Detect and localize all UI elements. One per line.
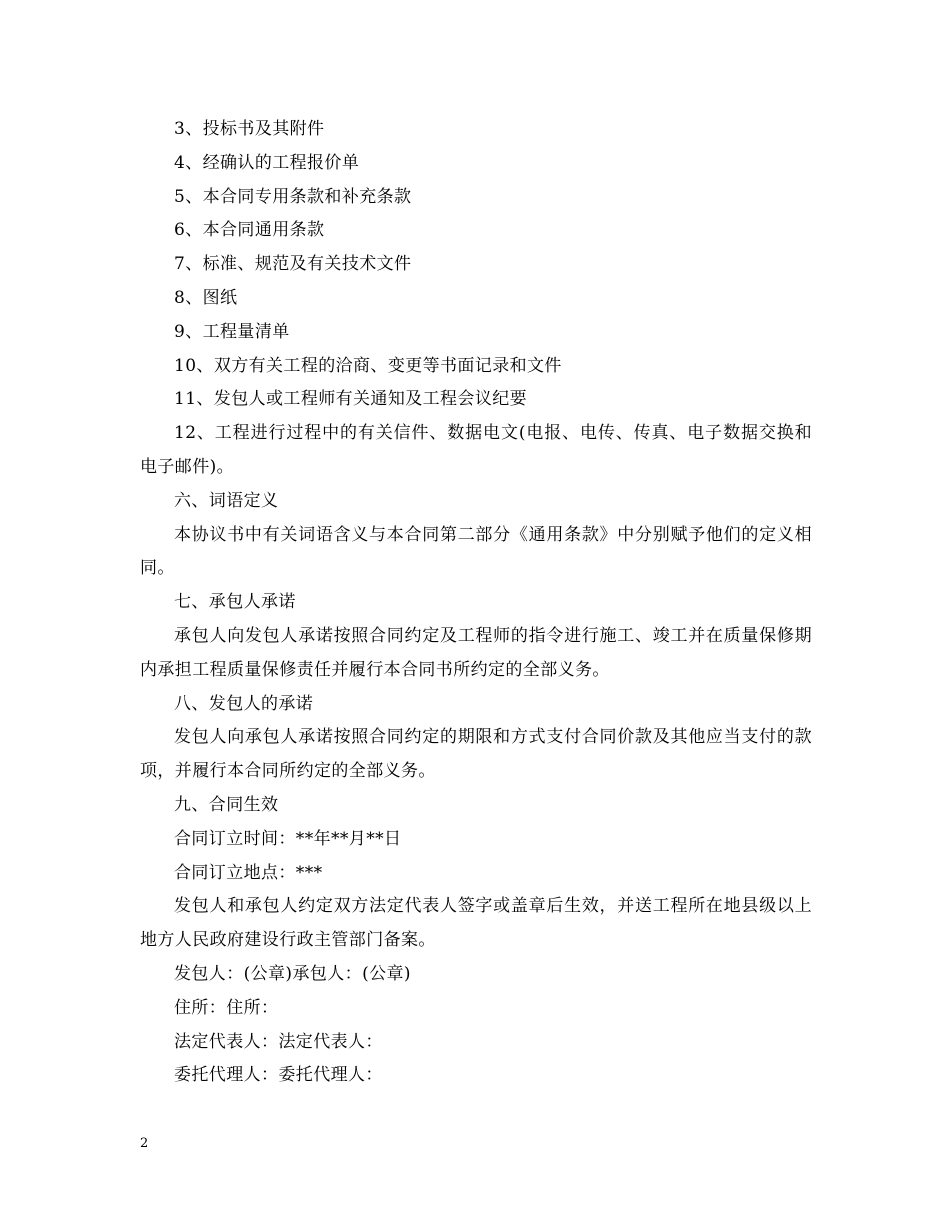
list-item-3: 3、投标书及其附件	[174, 119, 325, 139]
list-item-12: 12、工程进行过程中的有关信件、数据电文(电报、电传、传真、电子数据交换和电子邮件)。	[140, 423, 812, 477]
section-heading-definitions: 六、词语定义	[174, 490, 279, 511]
list-item-8: 8、图纸	[174, 287, 238, 308]
section-heading-contract-effect: 九、合同生效	[174, 794, 279, 815]
employer-commitment-paragraph: 发包人向承包人承诺按照合同约定的期限和方式支付合同价款及其他应当支付的款项，并履行本合同所约定的全部义务。	[140, 727, 812, 782]
section-heading-contractor-commitment: 七、承包人承诺	[174, 592, 296, 613]
contract-signing-time: 合同订立时间：**年**月**日	[174, 828, 402, 849]
section-heading-employer-commitment: 八、发包人的承诺	[174, 693, 314, 714]
signature-agent-line: 委托代理人：委托代理人：	[174, 1065, 383, 1086]
list-item-6: 6、本合同通用条款	[174, 220, 325, 241]
list-item-9: 9、工程量清单	[174, 321, 290, 342]
contract-signing-place: 合同订立地点：***	[174, 862, 323, 883]
list-item-4: 4、经确认的工程报价单	[174, 152, 360, 173]
page-number: 2	[140, 1136, 149, 1151]
contractor-commitment-paragraph: 承包人向发包人承诺按照合同约定及工程师的指令进行施工、竣工并在质量保修期内承担工程质量保修责任并履行本合同书所约定的全部义务。	[140, 625, 812, 680]
list-item-10: 10、双方有关工程的洽商、变更等书面记录和文件	[174, 355, 562, 376]
list-item-7: 7、标准、规范及有关技术文件	[174, 254, 412, 275]
document-body	[140, 113, 812, 1093]
contract-effect-paragraph: 发包人和承包人约定双方法定代表人签字或盖章后生效，并送工程所在地县级以上地方人民政府建设行政主管部门备案。	[140, 896, 812, 951]
definitions-paragraph: 本协议书中有关词语含义与本合同第二部分《通用条款》中分别赋予他们的定义相同。	[140, 524, 812, 579]
signature-legal-representative-line: 法定代表人：法定代表人：	[174, 1031, 383, 1052]
list-item-11: 11、发包人或工程师有关通知及工程会议纪要	[174, 389, 528, 410]
signature-address-line: 住所：住所：	[174, 997, 279, 1018]
signature-parties-line: 发包人：(公章)承包人：(公章)	[174, 963, 411, 984]
list-item-5: 5、本合同专用条款和补充条款	[174, 186, 412, 207]
